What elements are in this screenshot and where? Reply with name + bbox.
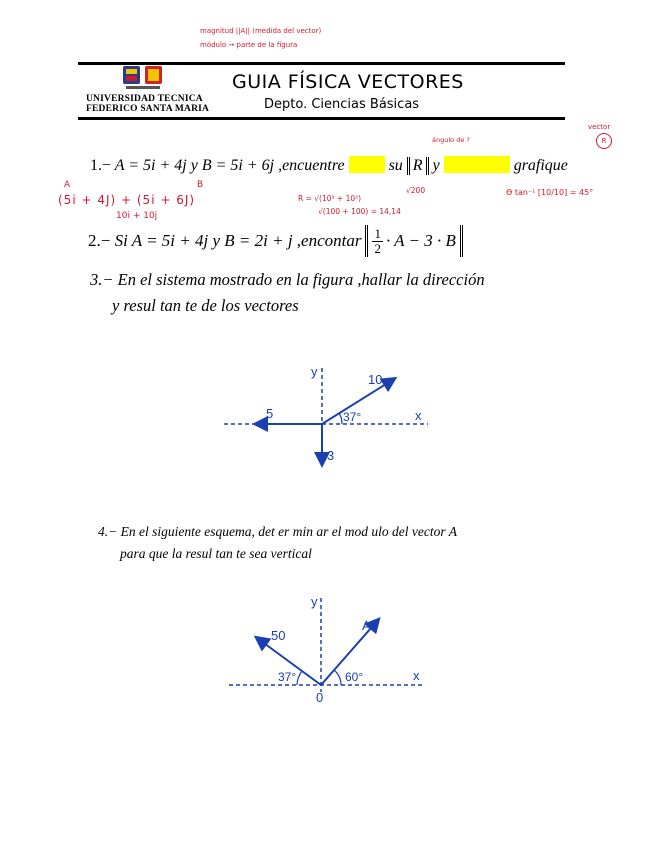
question-1: 1.− A = 5i + 4j y B = 5i + 6j ,encuentre su R y grafique: [90, 157, 568, 174]
question-4-line-2: para que la resul tan te sea vertical: [120, 546, 312, 561]
handwritten-vec-a: A: [64, 180, 71, 190]
label-5: 5: [266, 406, 274, 421]
label-angle: 37°: [343, 410, 362, 424]
handwritten-circled-r: R: [596, 133, 612, 149]
page-title: GUIA FÍSICA VECTORES: [232, 71, 464, 93]
question-2: 2.− Si A = 5i + 4j y B = 2i + j ,encontar 1 2 · A − 3 · B: [88, 225, 463, 257]
handwritten-vec-b: B: [197, 180, 204, 190]
vector-diagram-2: [225, 592, 440, 712]
question-3-line-2: y resul tan te de los vectores: [112, 296, 299, 315]
handwritten-note-magnitude: magnitud ||A|| (medida del vector): [200, 27, 322, 35]
handwritten-magnitude-2: √(100 + 100) = 14,14: [318, 207, 401, 216]
vector-diagram-1: [220, 362, 440, 474]
handwritten-sqrt-200: √200: [406, 186, 426, 195]
label-a: A: [362, 618, 371, 633]
handwritten-result: 10i + 10j: [116, 211, 158, 221]
label-angle-right: 60°: [345, 670, 364, 684]
question-4-line-1: 4.− En el siguiente esquema, det er min ar el mod ulo del vector A: [98, 524, 458, 539]
question-3-line-1: 3.− En el sistema mostrado en la figura ,hallar la dirección: [90, 270, 485, 289]
angle-arc: [339, 413, 342, 424]
handwritten-sum: (5i + 4J) + (5i + 6J): [58, 193, 196, 207]
label-origin: 0: [316, 690, 324, 705]
handwritten-angle: Ɵ tan⁻¹ [10/10] = 45°: [506, 188, 594, 197]
handwritten-vector-note: vector: [588, 123, 611, 131]
label-x-2: x: [413, 668, 420, 683]
page-subtitle: Depto. Ciencias Básicas: [264, 97, 420, 112]
label-y: y: [311, 364, 318, 379]
label-50: 50: [271, 628, 286, 643]
label-10: 10: [368, 372, 383, 387]
label-3: 3: [327, 448, 335, 463]
highlight-1: [349, 156, 385, 173]
handwritten-angle-note: ángulo de ?: [432, 136, 470, 144]
university-crest-icon: [118, 64, 168, 90]
label-x: x: [415, 408, 422, 423]
handwritten-magnitude-1: R = √(10² + 10²): [298, 194, 362, 203]
angle-arc-left: [297, 671, 302, 685]
label-angle-left: 37°: [278, 670, 297, 684]
angle-arc-right: [334, 670, 341, 685]
handwritten-note-module: módulo → parte de la figura: [200, 41, 298, 49]
highlight-2: [444, 156, 510, 173]
label-y-2: y: [311, 594, 318, 609]
university-name: UNIVERSIDAD TECNICA FEDERICO SANTA MARIA: [86, 94, 210, 114]
